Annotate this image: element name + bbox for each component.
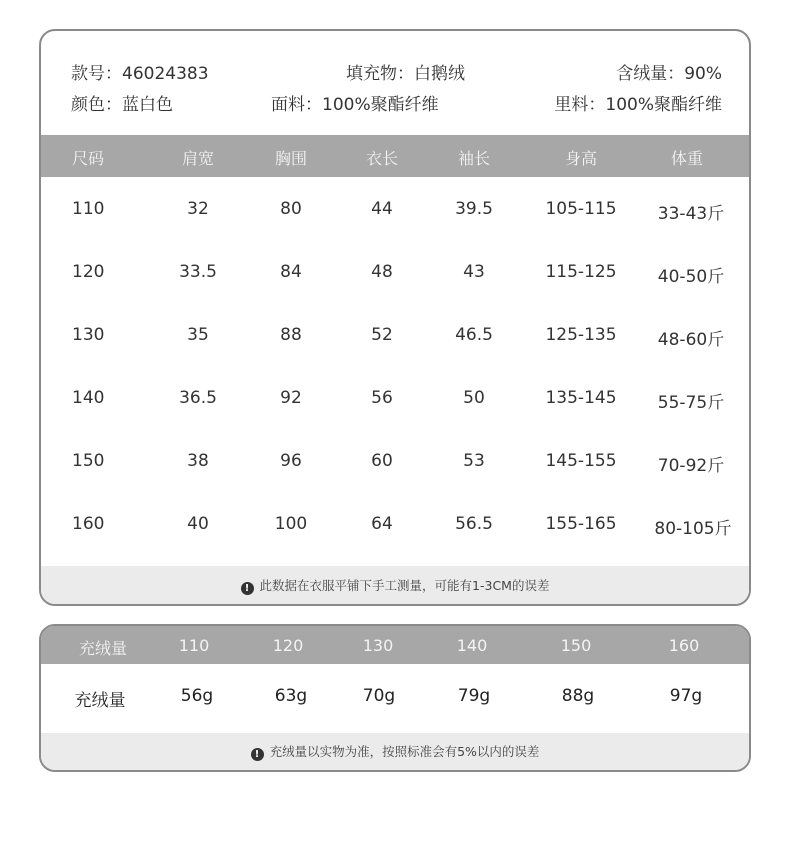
cell-height: 145-155 <box>545 451 617 471</box>
table-row <box>41 177 749 240</box>
cell-height: 105-115 <box>545 199 617 219</box>
cell-chest: 84 <box>280 262 302 282</box>
fill-weight-card <box>39 624 751 772</box>
cell-chest: 80 <box>280 199 302 219</box>
cell-height: 115-125 <box>545 262 617 282</box>
header-shoulder: 肩宽 <box>181 149 215 168</box>
cell-weight: 33-43斤 <box>657 204 725 224</box>
cell-size: 130 <box>72 325 105 345</box>
fill-note-text: 充绒量以实物为准，按照标准会有5%以内的误差 <box>269 744 540 759</box>
lining-info: 里料：100%聚酯纤维 <box>554 95 722 115</box>
cell-chest: 92 <box>280 388 302 408</box>
fill-table-header <box>41 626 749 664</box>
cell-shoulder: 36.5 <box>179 388 217 408</box>
header-chest: 胸围 <box>274 149 308 168</box>
cell-size: 140 <box>72 388 105 408</box>
cell-height: 155-165 <box>545 514 617 534</box>
cell-weight: 40-50斤 <box>657 267 725 287</box>
cell-sleeve: 43 <box>463 262 485 282</box>
size-table-header <box>41 135 749 177</box>
down-content: 含绒量：90% <box>616 64 722 84</box>
fill-value-110: 56g <box>180 686 214 706</box>
fill-value-150: 88g <box>561 686 595 706</box>
cell-sleeve: 53 <box>463 451 485 471</box>
header-length: 衣长 <box>365 149 399 168</box>
cell-weight: 80-105斤 <box>654 519 732 539</box>
cell-shoulder: 33.5 <box>179 262 217 282</box>
exclamation-circle-icon: ! <box>241 582 254 595</box>
fill-row-label: 充绒量 <box>74 691 126 711</box>
fabric-info: 面料：100%聚酯纤维 <box>271 95 439 115</box>
cell-length: 48 <box>371 262 393 282</box>
header-sleeve: 袖长 <box>457 149 491 168</box>
cell-shoulder: 40 <box>187 514 209 534</box>
cell-length: 44 <box>371 199 393 219</box>
cell-chest: 88 <box>280 325 302 345</box>
cell-chest: 96 <box>280 451 302 471</box>
filling-material: 填充物：白鹅绒 <box>346 64 465 84</box>
fill-value-160: 97g <box>669 686 703 706</box>
cell-shoulder: 32 <box>187 199 209 219</box>
table-row <box>41 366 749 429</box>
header-size-150: 150 <box>560 636 592 655</box>
cell-size: 150 <box>72 451 105 471</box>
fill-value-140: 79g <box>457 686 491 706</box>
cell-length: 52 <box>371 325 393 345</box>
cell-weight: 70-92斤 <box>657 456 725 476</box>
measurement-note-text: 此数据在衣服平铺下手工测量，可能有1-3CM的误差 <box>259 578 550 593</box>
exclamation-circle-icon: ! <box>251 748 264 761</box>
cell-weight: 48-60斤 <box>657 330 725 350</box>
table-row <box>41 303 749 366</box>
header-size-140: 140 <box>456 636 488 655</box>
cell-height: 135-145 <box>545 388 617 408</box>
header-size-120: 120 <box>272 636 304 655</box>
header-weight: 体重 <box>670 149 704 168</box>
cell-sleeve: 50 <box>463 388 485 408</box>
table-row <box>41 240 749 303</box>
cell-weight: 55-75斤 <box>657 393 725 413</box>
header-size: 尺码 <box>72 149 105 168</box>
cell-sleeve: 46.5 <box>455 325 493 345</box>
header-size-160: 160 <box>668 636 700 655</box>
header-fill-label: 充绒量 <box>78 639 128 658</box>
fill-value-120: 63g <box>274 686 308 706</box>
cell-size: 120 <box>72 262 105 282</box>
fill-value-130: 70g <box>362 686 396 706</box>
product-info <box>41 31 749 135</box>
cell-length: 64 <box>371 514 393 534</box>
cell-size: 160 <box>72 514 105 534</box>
cell-length: 60 <box>371 451 393 471</box>
cell-height: 125-135 <box>545 325 617 345</box>
cell-shoulder: 35 <box>187 325 209 345</box>
table-row <box>41 664 749 733</box>
size-chart-card <box>39 29 751 606</box>
cell-sleeve: 56.5 <box>455 514 493 534</box>
cell-shoulder: 38 <box>187 451 209 471</box>
color-info: 颜色：蓝白色 <box>71 95 173 115</box>
header-size-130: 130 <box>362 636 394 655</box>
measurement-note <box>41 566 749 606</box>
header-size-110: 110 <box>178 636 210 655</box>
style-number: 款号：46024383 <box>71 64 209 84</box>
cell-sleeve: 39.5 <box>455 199 493 219</box>
fill-note <box>41 733 749 772</box>
cell-chest: 100 <box>274 514 308 534</box>
cell-size: 110 <box>72 199 105 219</box>
header-height: 身高 <box>564 149 598 168</box>
cell-length: 56 <box>371 388 393 408</box>
table-row <box>41 492 749 555</box>
table-row <box>41 429 749 492</box>
